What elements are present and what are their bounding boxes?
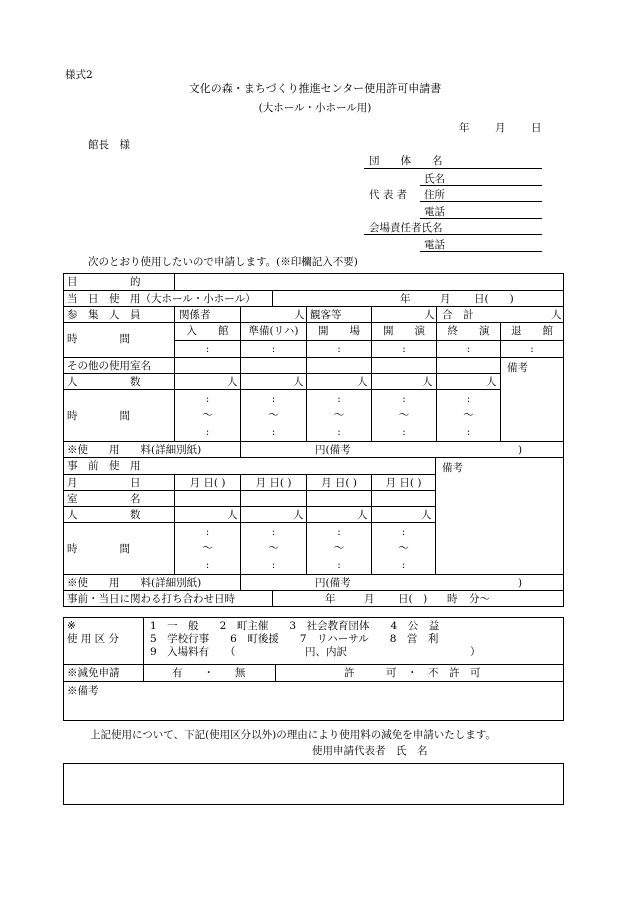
remarks-label-1: 備考 <box>507 362 528 374</box>
fee-paren-2: ) <box>518 577 523 589</box>
time-header-0: 入 館 <box>186 325 229 337</box>
people-unit: 人 <box>422 376 433 388</box>
colon: : <box>271 526 276 538</box>
tilde: 〜 <box>398 409 410 421</box>
fee-label: ※使 用 料(詳細別紙) <box>67 444 202 456</box>
total-unit: 人 <box>551 309 562 321</box>
day-use-day: 日( ) <box>474 293 514 305</box>
room-name-label: 室 名 <box>67 493 141 505</box>
colon: : <box>271 426 276 438</box>
related-unit: 人 <box>294 309 305 321</box>
phone2-label: 電話 <box>424 239 445 251</box>
meeting-month: 月 <box>364 593 375 605</box>
name-label: 氏名 <box>424 173 445 185</box>
md-cell: 月 日( ) <box>255 477 292 489</box>
meeting-year: 年 <box>325 593 336 605</box>
fee-yen: 円(備考 <box>315 444 351 456</box>
addressee: 館長 様 <box>88 139 130 151</box>
form-title: 文化の森・まちづくり推進センター使用許可申請書 <box>188 82 442 95</box>
pre-use-label: 事 前 使 用 <box>67 460 141 472</box>
category-row-3a: 9 入場料有 （ <box>150 646 236 658</box>
form-subtitle: (大ホール・小ホール用) <box>258 102 372 114</box>
colon: : <box>337 426 341 438</box>
people-unit: 人 <box>357 509 368 521</box>
colon: : <box>205 343 210 355</box>
colon: : <box>337 526 341 538</box>
tilde: 〜 <box>202 409 213 421</box>
colon: : <box>466 393 471 405</box>
colon: : <box>271 393 276 405</box>
time-label-3: 時 間 <box>67 543 130 555</box>
colon: : <box>402 426 406 438</box>
tilde: 〜 <box>398 542 409 554</box>
colon: : <box>402 393 406 405</box>
time-label: 時 間 <box>67 333 130 345</box>
reduction-statement: 上記使用について、下記(使用区分以外)の理由により使用料の減免を申請いたします。 <box>90 729 496 741</box>
people-unit: 人 <box>486 376 497 388</box>
colon: : <box>530 343 534 355</box>
category-row-3b: 円、内訳 <box>305 646 347 658</box>
other-rooms-label: その他の使用室名 <box>67 360 151 372</box>
tilde: 〜 <box>268 542 279 554</box>
reason-box[interactable] <box>63 763 564 805</box>
people-label: 人 数 <box>67 376 141 388</box>
fee-label-2: ※使 用 料(詳細別紙) <box>67 577 202 589</box>
total-label: 合 計 <box>442 309 474 321</box>
venue-manager-label: 会場責任者氏名 <box>369 222 443 234</box>
people-label-2: 人 数 <box>67 509 141 521</box>
reduction-label: ※減免申請 <box>67 667 120 679</box>
day-use-year: 年 <box>400 293 411 305</box>
people-unit: 人 <box>421 509 432 521</box>
fee-yen-2: 円(備考 <box>315 577 351 589</box>
note-label: ※備考 <box>67 685 99 697</box>
time-header-3: 開 演 <box>383 325 425 337</box>
colon: : <box>271 559 276 571</box>
tilde: 〜 <box>333 409 345 421</box>
tilde: 〜 <box>463 409 474 421</box>
md-cell: 月 日( ) <box>321 477 357 489</box>
people-unit: 人 <box>293 509 304 521</box>
tilde: 〜 <box>333 542 345 554</box>
colon: : <box>401 559 406 571</box>
tilde: 〜 <box>202 542 213 554</box>
purpose-label: 目 的 <box>67 276 141 288</box>
permit-options: 許 可 ・ 不 許 可 <box>344 667 481 679</box>
colon: : <box>271 343 276 355</box>
phone-label: 電話 <box>424 206 445 218</box>
md-cell: 月 日( ) <box>189 477 226 489</box>
colon: : <box>466 426 471 438</box>
tilde: 〜 <box>268 409 279 421</box>
attendees-label: 参 集 人 員 <box>67 309 141 321</box>
related-label: 関係者 <box>179 309 211 321</box>
meeting-label: 事前・当日に関わる打ち合わせ日時 <box>67 593 235 605</box>
meeting-day: 日( ) <box>398 593 428 605</box>
colon: : <box>337 393 341 405</box>
colon: : <box>337 343 341 355</box>
month-day-label: 月 日 <box>67 477 141 489</box>
category-mark: ※ <box>67 620 76 632</box>
time-header-4: 終 演 <box>447 325 490 337</box>
people-unit: 人 <box>357 376 368 388</box>
fee-paren: ) <box>518 444 523 456</box>
audience-unit: 人 <box>424 309 435 321</box>
category-label: 使 用 区 分 <box>67 633 120 645</box>
intro-text: 次のとおり使用したいので申請します。(※印欄記入不要) <box>88 256 358 268</box>
group-name-label: 団 体 名 <box>369 155 443 167</box>
meeting-minute: 分〜 <box>469 593 490 605</box>
colon: : <box>205 393 210 405</box>
people-unit: 人 <box>227 376 238 388</box>
category-row-2: 5 学校行事 6 町後援 7 リハーサル 8 営 利 <box>150 633 439 645</box>
time-header-2: 開 場 <box>318 325 360 337</box>
date-day: 日 <box>531 122 542 134</box>
time-header-1: 準備(リハ) <box>248 325 299 337</box>
date-month: 月 <box>495 122 506 134</box>
meeting-hour: 時 <box>447 593 458 605</box>
people-unit: 人 <box>293 376 304 388</box>
colon: : <box>466 343 471 355</box>
colon: : <box>205 526 210 538</box>
colon: : <box>337 559 341 571</box>
time-label-2: 時 間 <box>67 410 130 422</box>
date-year: 年 <box>459 122 470 134</box>
category-row-3c: ） <box>470 646 481 658</box>
people-unit: 人 <box>227 509 238 521</box>
colon: : <box>401 526 406 538</box>
signer-label: 使用申請代表者 氏 名 <box>312 745 428 757</box>
address-label: 住所 <box>424 189 445 201</box>
category-row-1: 1 一 般 2 町主催 3 社会教育団体 4 公 益 <box>150 620 440 632</box>
time-header-5: 退 館 <box>511 325 553 337</box>
form-number: 様式2 <box>65 69 93 81</box>
md-cell: 月 日( ) <box>385 477 422 489</box>
day-use-label: 当 日 使 用（大ホール・小ホール） <box>67 293 256 305</box>
remarks-label-2: 備考 <box>442 462 463 474</box>
colon: : <box>402 343 406 355</box>
audience-label: 観客等 <box>310 309 342 321</box>
colon: : <box>205 559 210 571</box>
day-use-month: 月 <box>440 293 451 305</box>
colon: : <box>205 426 210 438</box>
reduction-options: 有 ・ 無 <box>172 667 246 679</box>
representative-label: 代 表 者 <box>369 189 408 201</box>
